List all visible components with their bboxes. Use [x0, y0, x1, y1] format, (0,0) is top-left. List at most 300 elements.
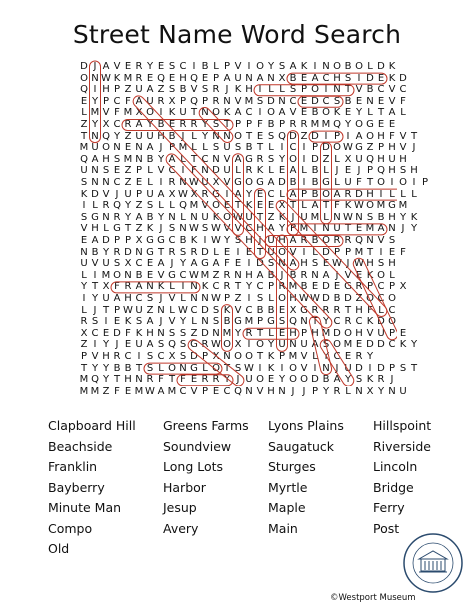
grid-letter[interactable]: H	[102, 351, 110, 362]
grid-letter[interactable]: D	[278, 177, 286, 188]
grid-letter[interactable]: O	[377, 269, 385, 281]
grid-letter[interactable]: F	[400, 95, 406, 107]
grid-letter[interactable]: O	[333, 61, 341, 72]
grid-letter[interactable]: G	[245, 153, 253, 165]
grid-letter[interactable]: Y	[80, 281, 88, 293]
grid-letter[interactable]: K	[201, 281, 209, 293]
grid-letter[interactable]: Q	[80, 153, 88, 165]
grid-letter[interactable]: V	[80, 223, 88, 235]
grid-letter[interactable]: I	[258, 362, 262, 374]
grid-letter[interactable]: G	[113, 223, 121, 235]
grid-letter[interactable]: D	[311, 130, 319, 142]
grid-letter[interactable]: R	[223, 281, 231, 293]
grid-letter[interactable]: S	[201, 84, 209, 96]
grid-letter[interactable]: D	[201, 327, 209, 339]
grid-letter[interactable]: Z	[80, 119, 88, 130]
grid-letter[interactable]: L	[400, 107, 406, 119]
grid-letter[interactable]: F	[367, 304, 373, 316]
grid-letter[interactable]: I	[137, 351, 141, 362]
word-search-grid[interactable]	[77, 60, 429, 397]
grid-letter[interactable]: Z	[135, 200, 143, 212]
grid-letter[interactable]: J	[93, 304, 97, 316]
grid-letter[interactable]: V	[190, 385, 198, 397]
grid-letter[interactable]: L	[411, 188, 417, 200]
grid-letter[interactable]: R	[300, 119, 308, 130]
grid-letter[interactable]: H	[289, 327, 297, 339]
grid-letter[interactable]: B	[245, 142, 253, 154]
grid-letter[interactable]: M	[288, 351, 298, 362]
grid-letter[interactable]: E	[80, 235, 88, 246]
grid-letter[interactable]: J	[258, 235, 262, 246]
grid-letter[interactable]: N	[91, 165, 99, 177]
grid-letter[interactable]: S	[234, 142, 242, 154]
grid-letter[interactable]: D	[366, 72, 374, 84]
grid-letter[interactable]: M	[376, 200, 386, 212]
grid-letter[interactable]: P	[388, 362, 396, 374]
grid-letter[interactable]: U	[399, 385, 407, 397]
grid-letter[interactable]: M	[167, 385, 177, 397]
grid-letter[interactable]: U	[355, 153, 363, 165]
grid-letter[interactable]: P	[179, 95, 187, 107]
grid-letter[interactable]: E	[267, 200, 275, 212]
grid-letter[interactable]: D	[322, 246, 330, 258]
grid-letter[interactable]: C	[201, 153, 209, 165]
grid-letter[interactable]: N	[102, 211, 110, 223]
grid-letter[interactable]: S	[168, 84, 176, 96]
grid-letter[interactable]: Y	[267, 339, 275, 351]
grid-letter[interactable]: S	[113, 258, 121, 270]
grid-letter[interactable]: S	[212, 119, 220, 130]
grid-letter[interactable]: U	[80, 258, 88, 270]
grid-letter[interactable]: D	[311, 153, 319, 165]
grid-letter[interactable]: D	[366, 339, 374, 351]
grid-letter[interactable]: C	[377, 84, 385, 96]
grid-letter[interactable]: M	[343, 339, 353, 351]
grid-letter[interactable]: C	[113, 177, 121, 188]
grid-letter[interactable]: T	[344, 223, 352, 235]
grid-letter[interactable]: A	[135, 281, 143, 293]
grid-letter[interactable]: S	[201, 223, 209, 235]
grid-letter[interactable]: O	[223, 211, 231, 223]
grid-letter[interactable]: R	[322, 304, 330, 316]
grid-letter[interactable]: D	[355, 188, 363, 200]
grid-letter[interactable]: L	[169, 304, 175, 316]
grid-letter[interactable]: G	[201, 258, 209, 270]
grid-letter[interactable]: K	[300, 61, 308, 72]
grid-letter[interactable]: M	[123, 107, 133, 119]
grid-letter[interactable]: V	[91, 351, 99, 362]
grid-letter[interactable]: L	[81, 269, 87, 281]
grid-letter[interactable]: K	[168, 107, 176, 119]
grid-letter[interactable]: C	[333, 351, 341, 362]
grid-letter[interactable]: L	[213, 61, 219, 72]
grid-letter[interactable]: F	[191, 165, 197, 177]
grid-letter[interactable]: I	[93, 339, 97, 351]
grid-letter[interactable]: V	[157, 165, 165, 177]
grid-letter[interactable]: K	[124, 316, 132, 328]
grid-letter[interactable]: P	[135, 188, 143, 200]
grid-letter[interactable]: J	[159, 293, 163, 304]
grid-letter[interactable]: J	[401, 223, 405, 235]
grid-letter[interactable]: W	[343, 142, 353, 154]
grid-letter[interactable]: Q	[278, 130, 286, 142]
grid-letter[interactable]: W	[189, 269, 199, 281]
grid-letter[interactable]: C	[377, 281, 385, 293]
grid-letter[interactable]: G	[355, 142, 363, 154]
grid-letter[interactable]: C	[190, 304, 198, 316]
grid-letter[interactable]: L	[180, 153, 186, 165]
grid-letter[interactable]: I	[346, 130, 350, 142]
grid-letter[interactable]: Q	[102, 130, 110, 142]
grid-letter[interactable]: A	[388, 107, 396, 119]
grid-letter[interactable]: D	[190, 351, 198, 362]
grid-letter[interactable]: L	[147, 177, 153, 188]
grid-letter[interactable]: I	[302, 153, 306, 165]
grid-letter[interactable]: E	[377, 95, 385, 107]
grid-letter[interactable]: L	[312, 351, 318, 362]
grid-letter[interactable]: R	[135, 72, 143, 84]
grid-letter[interactable]: H	[333, 72, 341, 84]
grid-letter[interactable]: U	[234, 72, 242, 84]
grid-letter[interactable]: P	[388, 281, 396, 293]
grid-letter[interactable]: L	[191, 316, 197, 328]
grid-letter[interactable]: U	[91, 142, 99, 154]
grid-letter[interactable]: K	[267, 362, 275, 374]
grid-letter[interactable]: A	[355, 130, 363, 142]
grid-letter[interactable]: N	[278, 258, 286, 270]
grid-letter[interactable]: W	[354, 200, 364, 212]
grid-letter[interactable]: P	[135, 165, 143, 177]
grid-letter[interactable]: D	[377, 316, 385, 328]
grid-letter[interactable]: H	[157, 130, 165, 142]
grid-letter[interactable]: L	[378, 304, 384, 316]
grid-letter[interactable]: U	[344, 177, 352, 188]
grid-letter[interactable]: P	[201, 351, 209, 362]
grid-letter[interactable]: I	[324, 84, 328, 96]
grid-letter[interactable]: I	[93, 269, 97, 281]
grid-letter[interactable]: O	[289, 362, 297, 374]
grid-letter[interactable]: U	[300, 211, 308, 223]
grid-letter[interactable]: L	[279, 84, 285, 96]
grid-letter[interactable]: D	[333, 327, 341, 339]
grid-letter[interactable]: P	[256, 316, 264, 328]
grid-letter[interactable]: D	[311, 95, 319, 107]
grid-letter[interactable]: K	[146, 223, 154, 235]
grid-letter[interactable]: K	[223, 107, 231, 119]
grid-letter[interactable]: M	[299, 223, 309, 235]
grid-letter[interactable]: F	[125, 95, 131, 107]
grid-letter[interactable]: J	[335, 362, 339, 374]
grid-letter[interactable]: S	[377, 258, 385, 270]
grid-letter[interactable]: B	[300, 281, 308, 293]
grid-letter[interactable]: P	[278, 351, 286, 362]
grid-letter[interactable]: V	[256, 385, 264, 397]
grid-letter[interactable]: L	[169, 281, 175, 293]
grid-letter[interactable]: G	[388, 200, 396, 212]
grid-letter[interactable]: J	[291, 211, 295, 223]
grid-letter[interactable]: G	[190, 339, 198, 351]
grid-letter[interactable]: O	[234, 351, 242, 362]
grid-letter[interactable]: T	[289, 200, 297, 212]
grid-letter[interactable]: A	[146, 142, 154, 154]
grid-letter[interactable]: Z	[366, 142, 374, 154]
grid-letter[interactable]: U	[146, 95, 154, 107]
grid-letter[interactable]: K	[245, 200, 253, 212]
grid-letter[interactable]: X	[190, 188, 198, 200]
grid-letter[interactable]: F	[114, 281, 120, 293]
grid-letter[interactable]: M	[123, 153, 133, 165]
grid-letter[interactable]: O	[366, 130, 374, 142]
grid-letter[interactable]: J	[236, 374, 240, 386]
grid-letter[interactable]: S	[399, 362, 407, 374]
grid-letter[interactable]: H	[355, 304, 363, 316]
grid-letter[interactable]: B	[168, 130, 176, 142]
grid-letter[interactable]: F	[334, 200, 340, 212]
grid-letter[interactable]: Z	[157, 84, 165, 96]
grid-letter[interactable]: Z	[300, 130, 308, 142]
grid-letter[interactable]: N	[212, 327, 220, 339]
grid-letter[interactable]: U	[102, 258, 110, 270]
grid-letter[interactable]: N	[179, 177, 187, 188]
grid-letter[interactable]: I	[192, 61, 196, 72]
grid-letter[interactable]: E	[355, 95, 363, 107]
grid-letter[interactable]: R	[344, 235, 352, 246]
grid-letter[interactable]: U	[267, 246, 275, 258]
grid-letter[interactable]: U	[179, 107, 187, 119]
grid-letter[interactable]: V	[157, 269, 165, 281]
grid-letter[interactable]: N	[201, 316, 209, 328]
grid-letter[interactable]: P	[102, 95, 110, 107]
grid-letter[interactable]: I	[302, 246, 306, 258]
grid-letter[interactable]: C	[333, 316, 341, 328]
grid-letter[interactable]: M	[123, 72, 133, 84]
grid-letter[interactable]: N	[333, 84, 341, 96]
grid-letter[interactable]: U	[267, 235, 275, 246]
grid-letter[interactable]: T	[410, 130, 418, 142]
grid-letter[interactable]: V	[355, 84, 363, 96]
grid-letter[interactable]: T	[377, 107, 385, 119]
grid-letter[interactable]: S	[256, 95, 264, 107]
grid-letter[interactable]: N	[190, 293, 198, 304]
grid-letter[interactable]: G	[146, 246, 154, 258]
grid-letter[interactable]: W	[211, 293, 221, 304]
grid-letter[interactable]: A	[278, 107, 286, 119]
grid-letter[interactable]: Y	[157, 211, 165, 223]
grid-letter[interactable]: U	[135, 130, 143, 142]
grid-letter[interactable]: R	[245, 327, 253, 339]
grid-letter[interactable]: O	[80, 72, 88, 84]
grid-letter[interactable]: E	[223, 200, 231, 212]
grid-letter[interactable]: H	[245, 84, 253, 96]
grid-letter[interactable]: Z	[102, 385, 110, 397]
grid-letter[interactable]: B	[289, 269, 297, 281]
grid-letter[interactable]: C	[245, 304, 253, 316]
grid-letter[interactable]: I	[247, 258, 251, 270]
grid-letter[interactable]: G	[146, 235, 154, 246]
grid-letter[interactable]: M	[90, 107, 100, 119]
grid-letter[interactable]: G	[256, 177, 264, 188]
grid-letter[interactable]: V	[234, 304, 242, 316]
grid-letter[interactable]: A	[146, 84, 154, 96]
grid-letter[interactable]: I	[302, 177, 306, 188]
grid-letter[interactable]: H	[388, 165, 396, 177]
grid-letter[interactable]: W	[332, 258, 342, 270]
grid-letter[interactable]: I	[159, 107, 163, 119]
grid-letter[interactable]: E	[146, 72, 154, 84]
grid-letter[interactable]: K	[135, 327, 143, 339]
grid-letter[interactable]: L	[389, 269, 395, 281]
grid-letter[interactable]: K	[234, 84, 242, 96]
grid-letter[interactable]: U	[344, 362, 352, 374]
grid-letter[interactable]: J	[346, 258, 350, 270]
grid-letter[interactable]: R	[157, 95, 165, 107]
grid-letter[interactable]: S	[322, 339, 330, 351]
grid-letter[interactable]: Y	[102, 339, 110, 351]
grid-letter[interactable]: R	[113, 351, 121, 362]
grid-letter[interactable]: E	[322, 258, 330, 270]
grid-letter[interactable]: A	[289, 188, 297, 200]
grid-letter[interactable]: E	[102, 327, 110, 339]
grid-letter[interactable]: S	[267, 153, 275, 165]
grid-letter[interactable]: H	[278, 235, 286, 246]
grid-letter[interactable]: H	[399, 153, 407, 165]
grid-letter[interactable]: A	[146, 316, 154, 328]
grid-letter[interactable]: D	[256, 258, 264, 270]
grid-letter[interactable]: X	[168, 188, 176, 200]
grid-letter[interactable]: T	[80, 130, 88, 142]
grid-letter[interactable]: K	[190, 235, 198, 246]
grid-letter[interactable]: P	[124, 235, 132, 246]
grid-letter[interactable]: Q	[80, 84, 88, 96]
grid-letter[interactable]: P	[234, 119, 242, 130]
grid-letter[interactable]: N	[245, 385, 253, 397]
grid-letter[interactable]: O	[212, 200, 220, 212]
grid-letter[interactable]: X	[212, 351, 220, 362]
grid-letter[interactable]: X	[366, 385, 374, 397]
grid-letter[interactable]: N	[113, 142, 121, 154]
grid-letter[interactable]: D	[289, 130, 297, 142]
grid-letter[interactable]: P	[366, 281, 374, 293]
grid-letter[interactable]: X	[102, 281, 110, 293]
grid-letter[interactable]: X	[289, 304, 297, 316]
grid-letter[interactable]: O	[267, 107, 275, 119]
grid-letter[interactable]: B	[311, 177, 319, 188]
grid-letter[interactable]: T	[113, 374, 121, 386]
grid-letter[interactable]: A	[311, 200, 319, 212]
grid-letter[interactable]: R	[344, 188, 352, 200]
grid-letter[interactable]: C	[245, 223, 253, 235]
grid-letter[interactable]: O	[344, 327, 352, 339]
grid-letter[interactable]: U	[124, 188, 132, 200]
grid-letter[interactable]: E	[245, 246, 253, 258]
grid-letter[interactable]: J	[280, 269, 284, 281]
grid-letter[interactable]: J	[181, 130, 185, 142]
grid-letter[interactable]: B	[113, 362, 121, 374]
grid-letter[interactable]: C	[157, 351, 165, 362]
grid-letter[interactable]: N	[322, 61, 330, 72]
grid-letter[interactable]: E	[124, 61, 132, 72]
grid-letter[interactable]: M	[398, 200, 408, 212]
grid-letter[interactable]: Q	[355, 235, 363, 246]
grid-letter[interactable]: S	[333, 95, 341, 107]
grid-letter[interactable]: F	[125, 327, 131, 339]
grid-letter[interactable]: E	[311, 281, 319, 293]
grid-letter[interactable]: W	[354, 258, 364, 270]
grid-letter[interactable]: O	[256, 339, 264, 351]
grid-letter[interactable]: H	[179, 72, 187, 84]
grid-letter[interactable]: U	[278, 339, 286, 351]
grid-letter[interactable]: A	[267, 177, 275, 188]
grid-letter[interactable]: Q	[190, 95, 198, 107]
grid-letter[interactable]: L	[389, 188, 395, 200]
grid-letter[interactable]: H	[377, 153, 385, 165]
grid-letter[interactable]: L	[81, 304, 87, 316]
grid-letter[interactable]: K	[212, 211, 220, 223]
grid-letter[interactable]: D	[322, 281, 330, 293]
grid-letter[interactable]: M	[178, 142, 188, 154]
grid-letter[interactable]: I	[280, 362, 284, 374]
grid-letter[interactable]: C	[113, 119, 121, 130]
grid-letter[interactable]: U	[135, 304, 143, 316]
grid-letter[interactable]: Y	[223, 374, 231, 386]
grid-letter[interactable]: W	[299, 293, 309, 304]
grid-letter[interactable]: C	[91, 327, 99, 339]
grid-letter[interactable]: O	[168, 362, 176, 374]
grid-letter[interactable]: R	[168, 177, 176, 188]
grid-letter[interactable]: T	[223, 119, 231, 130]
grid-letter[interactable]: B	[146, 211, 154, 223]
grid-letter[interactable]: E	[113, 165, 121, 177]
grid-letter[interactable]: J	[159, 316, 163, 328]
grid-letter[interactable]: C	[322, 72, 330, 84]
grid-letter[interactable]: R	[201, 339, 209, 351]
grid-letter[interactable]: K	[113, 72, 121, 84]
grid-letter[interactable]: N	[267, 72, 275, 84]
grid-letter[interactable]: R	[311, 304, 319, 316]
grid-letter[interactable]: A	[113, 293, 121, 304]
grid-letter[interactable]: T	[256, 327, 264, 339]
grid-letter[interactable]: Y	[366, 351, 374, 362]
grid-letter[interactable]: T	[366, 246, 374, 258]
grid-letter[interactable]: X	[102, 119, 110, 130]
grid-letter[interactable]: R	[212, 84, 220, 96]
grid-letter[interactable]: Q	[113, 200, 121, 212]
grid-letter[interactable]: S	[311, 258, 319, 270]
grid-letter[interactable]: S	[179, 246, 187, 258]
grid-letter[interactable]: W	[211, 339, 221, 351]
grid-letter[interactable]: E	[190, 374, 198, 386]
grid-letter[interactable]: W	[101, 72, 111, 84]
grid-letter[interactable]: X	[212, 177, 220, 188]
grid-letter[interactable]: J	[335, 269, 339, 281]
grid-letter[interactable]: U	[146, 188, 154, 200]
grid-letter[interactable]: M	[321, 327, 331, 339]
grid-letter[interactable]: F	[356, 177, 362, 188]
grid-letter[interactable]: V	[399, 130, 407, 142]
grid-letter[interactable]: E	[300, 95, 308, 107]
grid-letter[interactable]: Y	[146, 119, 154, 130]
grid-letter[interactable]: H	[146, 327, 154, 339]
grid-letter[interactable]: W	[233, 211, 243, 223]
grid-letter[interactable]: O	[245, 177, 253, 188]
grid-letter[interactable]: F	[400, 246, 406, 258]
grid-letter[interactable]: K	[366, 316, 374, 328]
grid-letter[interactable]: L	[169, 200, 175, 212]
grid-letter[interactable]: D	[201, 304, 209, 316]
grid-letter[interactable]: I	[247, 61, 251, 72]
grid-letter[interactable]: Y	[278, 223, 286, 235]
grid-letter[interactable]: S	[80, 211, 88, 223]
